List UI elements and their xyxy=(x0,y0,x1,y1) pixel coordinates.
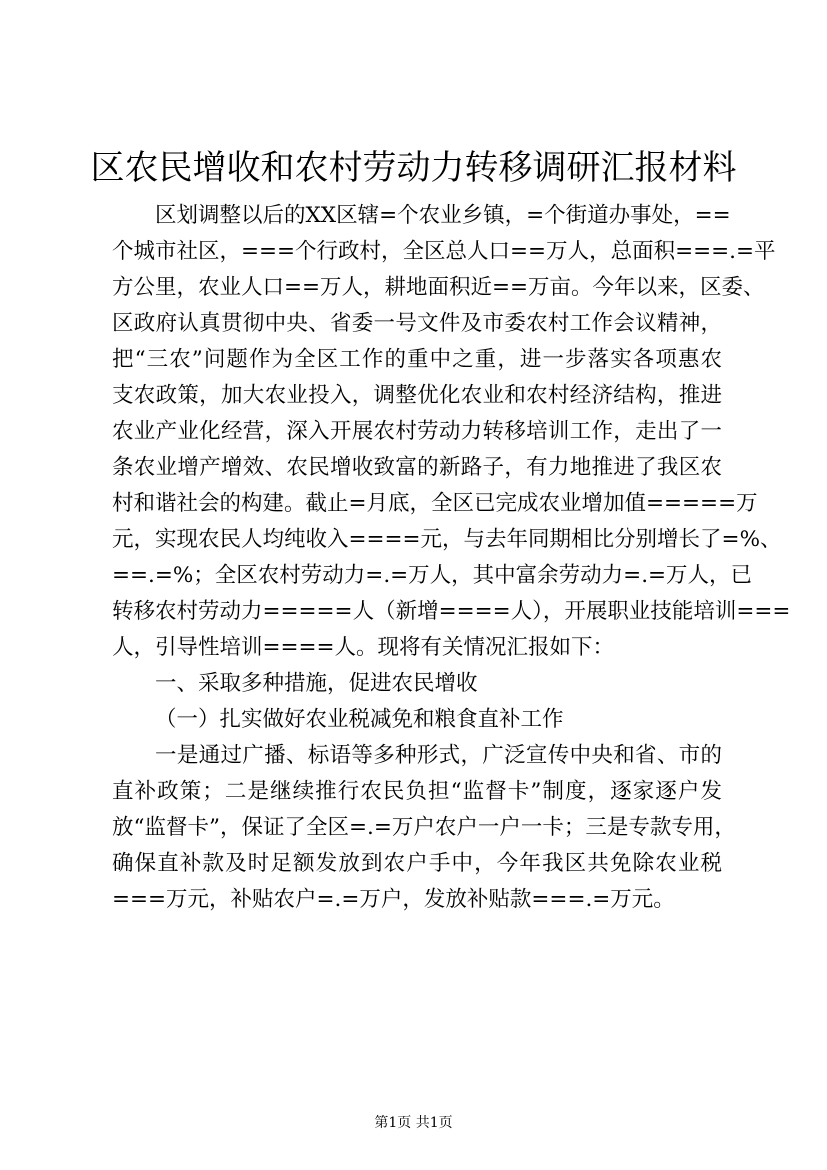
text-line: 支农政策，加大农业投入，调整优化农业和农村经济结构，推进 xyxy=(112,383,722,408)
text-line: 放“监督卡”，保证了全区=.=万户农户一户一卡；三是专款专用， xyxy=(112,815,736,840)
text-line: 条农业增产增效、农民增收致富的新路子，有力地推进了我区农 xyxy=(112,455,722,480)
text-line: 农业产业化经营，深入开展农村劳动力转移培训工作，走出了一 xyxy=(112,419,722,444)
subsection-heading: （一）扎实做好农业税减免和粮食直补工作 xyxy=(155,707,564,732)
document-body xyxy=(112,198,791,918)
text-line: 直补政策；二是继续推行农民负担“监督卡”制度，逐家逐户发 xyxy=(112,779,722,804)
text-line: 一是通过广播、标语等多种形式，广泛宣传中央和省、市的 xyxy=(155,743,722,768)
text-line: 个城市社区，===个行政村，全区总人口==万人，总面积===.=平 xyxy=(112,239,776,264)
text-line: ===万元，补贴农户=.=万户，发放补贴款===.=万元。 xyxy=(112,887,675,912)
paragraph-intro xyxy=(112,198,791,666)
text-line: 区划调整以后的XX区辖=个农业乡镇，=个街道办事处，== xyxy=(155,203,731,228)
paragraph-subsidy xyxy=(112,738,736,918)
text-line: 元，实现农民人均纯收入====元，与去年同期相比分别增长了=%、 xyxy=(112,527,782,552)
text-line: 区政府认真贯彻中央、省委一号文件及市委农村工作会议精神， xyxy=(112,311,722,336)
text-line: 转移农村劳动力=====人（新增====人），开展职业技能培训=== xyxy=(112,599,791,624)
text-line: 确保直补款及时足额发放到农户手中，今年我区共免除农业税 xyxy=(112,851,722,876)
text-line: 人，引导性培训====人。现将有关情况汇报如下： xyxy=(112,635,615,660)
page-number: 第1页 共1页 xyxy=(374,1115,453,1131)
section-heading: 一、采取多种措施，促进农民增收 xyxy=(155,671,478,696)
document-title: 区农民增收和农村劳动力转移调研汇报材料 xyxy=(90,148,737,188)
text-line: 方公里，农业人口==万人，耕地面积近==万亩。今年以来，区委、 xyxy=(112,275,765,300)
text-line: 村和谐社会的构建。截止=月底，全区已完成农业增加值=====万 xyxy=(112,491,758,516)
text-line: ==.=%；全区农村劳动力=.=万人，其中富余劳动力=.=万人，已 xyxy=(112,563,753,588)
text-line: 把“三农”问题作为全区工作的重中之重，进一步落实各项惠农 xyxy=(112,347,722,372)
